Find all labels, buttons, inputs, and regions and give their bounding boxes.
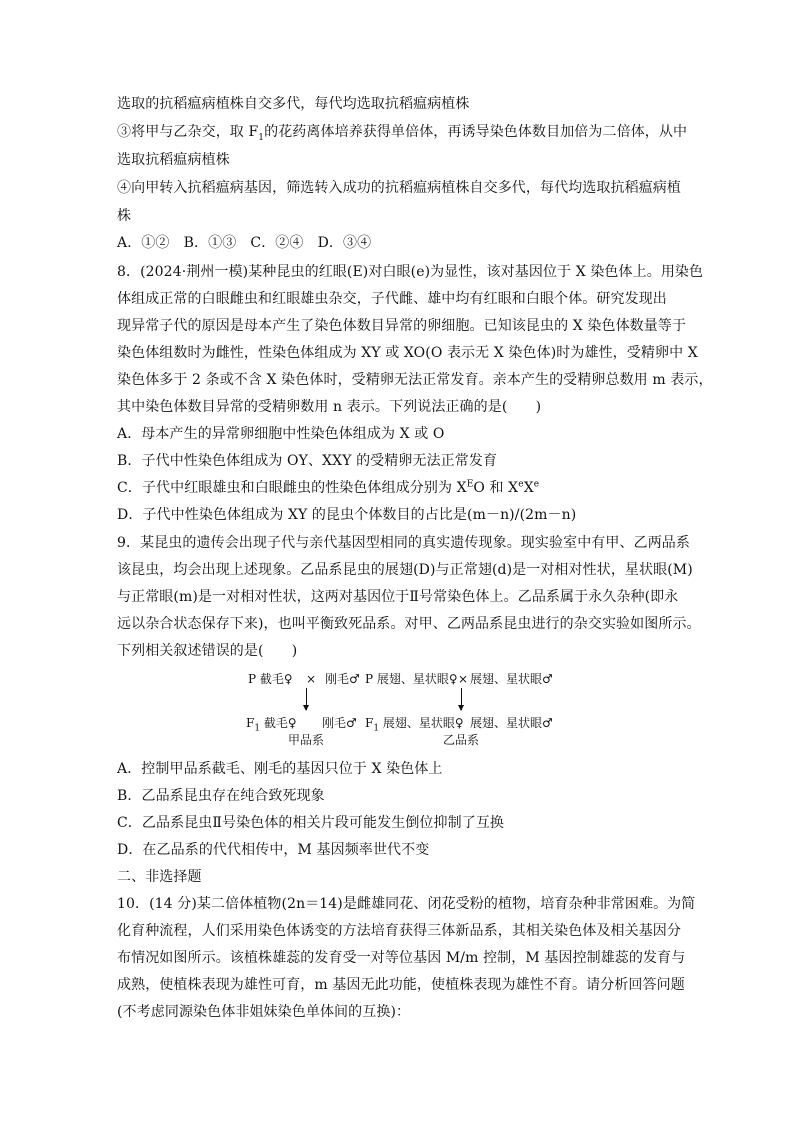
diagram-f1-female-2: $F_1$ 展翅、星状眼♀ — [365, 716, 464, 734]
q8-option-a: A．母本产生的异常卵细胞中性染色体组成为 X 或 O — [117, 426, 445, 442]
diagram-f1-male-2: 展翅、星状眼♂ — [470, 716, 553, 730]
diagram-f1-male-1: 刚毛♂ — [322, 716, 357, 730]
q8-option-b: B．子代中性染色体组成为 OY、XXY 的受精卵无法正常发育 — [117, 453, 498, 469]
q10-stem: 化育种流程，人们采用染色体诱变的方法培育获得三体新品系，其相关染色体及相关基因分 — [117, 923, 681, 939]
q9-stem: 该昆虫，均会出现上述现象。乙品系昆虫的展翅(D)与正常翅(d)是一对相对性状，星状眼(M) — [117, 562, 693, 578]
option-2-text: 选取的抗稻瘟病植株自交多代，每代均选取抗稻瘟病植株 — [117, 96, 470, 112]
q8-stem: 现异常子代的原因是母本产生了染色体数目异常的卵细胞。已知该昆虫的 X 染色体数量等于 — [117, 318, 687, 334]
q8-stem: 染色体多于 2 条或不含 X 染色体时，受精卵无法正常发育。亲本产生的受精卵总数用 m 表示， — [117, 372, 713, 388]
option-4-text: ④向甲转入抗稻瘟病基因，筛选转入成功的抗稻瘟病植株自交多代，每代均选取抗稻瘟病植 — [117, 180, 681, 196]
diagram-parent-female-2: P 展翅、星状眼♀ — [365, 672, 458, 686]
diagram-cross-symbol: × — [306, 672, 317, 686]
q10-stem: 布情况如图所示。该植株雄蕊的发育受一对等位基因 M/m 控制，M 基因控制雄蕊的发育与 — [117, 950, 686, 966]
q8-stem: 染色体组数时为雌性，性染色体组成为 XY 或 XO(O 表示无 X 染色体)时为雄性，受精卵中 X — [117, 345, 698, 361]
q9-stem: 与正常眼(m)是一对相对性状，这两对基因位于Ⅱ号常染色体上。乙品系属于永久杂种(即永 — [117, 589, 679, 605]
q8-stem: 8．(2024·荆州一模)某种昆虫的红眼(E)对白眼(e)为显性，该对基因位于 X 染色体上。用染色 — [117, 264, 704, 280]
diagram-arrow — [306, 688, 307, 710]
diagram-label-strain-yi: 乙品系 — [443, 733, 480, 747]
diagram-cross-symbol: × — [458, 672, 469, 686]
cross-diagram — [230, 663, 590, 753]
q9-stem: 9．某昆虫的遗传会出现子代与亲代基因型相同的真实遗传现象。现实验室中有甲、乙两品系 — [117, 535, 691, 551]
option-3-text-cont: 选取抗稻瘟病植株 — [117, 152, 230, 168]
q8-option-c: C．子代中红眼雄虫和白眼雌虫的性染色体组成分别为 $X^EO$ 和 XeXe — [117, 479, 540, 496]
diagram-parent-male-2: 展翅、星状眼♂ — [470, 672, 553, 686]
section-heading: 二、非选择题 — [117, 869, 202, 885]
q8-option-d: D．子代中性染色体组成为 XY 的昆虫个体数目的占比是(m－n)/(2m－n) — [117, 507, 577, 523]
q10-stem: 10．(14 分)某二倍体植物(2n＝14)是雌雄同花、闭花受粉的植物，培育杂种非常困难。为简 — [117, 896, 696, 912]
diagram-arrow — [461, 688, 462, 710]
q9-option-b: B．乙品系昆虫存在纯合致死现象 — [117, 788, 325, 804]
q10-stem: (不考虑同源染色体非姐妹染色单体间的互换)： — [117, 1004, 411, 1020]
q9-option-d: D．在乙品系的代代相传中，M 基因频率世代不变 — [117, 842, 430, 858]
diagram-label-strain-jia: 甲品系 — [288, 733, 325, 747]
diagram-parent-female-1: P 截毛♀ — [248, 672, 293, 686]
q8-stem: 体组成正常的白眼雌虫和红眼雄虫杂交，子代雌、雄中均有红眼和白眼个体。研究发现出 — [117, 291, 667, 307]
q8-stem: 其中染色体数目异常的受精卵数用 n 表示。下列说法正确的是( ) — [117, 399, 542, 415]
option-3-text: ③将甲与乙杂交，取 $F_1$的花药离体培养获得单倍体，再诱导染色体数目加倍为二倍体，从中 — [117, 124, 688, 143]
option-4-text-cont: 株 — [117, 208, 132, 224]
q9-option-a: A．控制甲品系截毛、刚毛的基因只位于 X 染色体上 — [117, 761, 443, 777]
q10-stem: 成熟，使植株表现为雄性可育，m 基因无此功能，使植株表现为雄性不育。请分析回答问题 — [117, 977, 685, 993]
q7-choices: A．①② B．①③ C．②④ D．③④ — [117, 235, 372, 251]
q9-stem: 下列相关叙述错误的是( ) — [117, 643, 298, 659]
diagram-parent-male-1: 刚毛♂ — [325, 672, 360, 686]
diagram-f1-female-1: $F_1$ 截毛♀ — [246, 716, 297, 734]
q9-stem: 远以杂合状态保存下来)，也叫平衡致死品系。对甲、乙两品系昆虫进行的杂交实验如图所示。 — [117, 616, 701, 632]
q9-option-c: C．乙品系昆虫Ⅱ号染色体的相关片段可能发生倒位抑制了互换 — [117, 815, 505, 831]
